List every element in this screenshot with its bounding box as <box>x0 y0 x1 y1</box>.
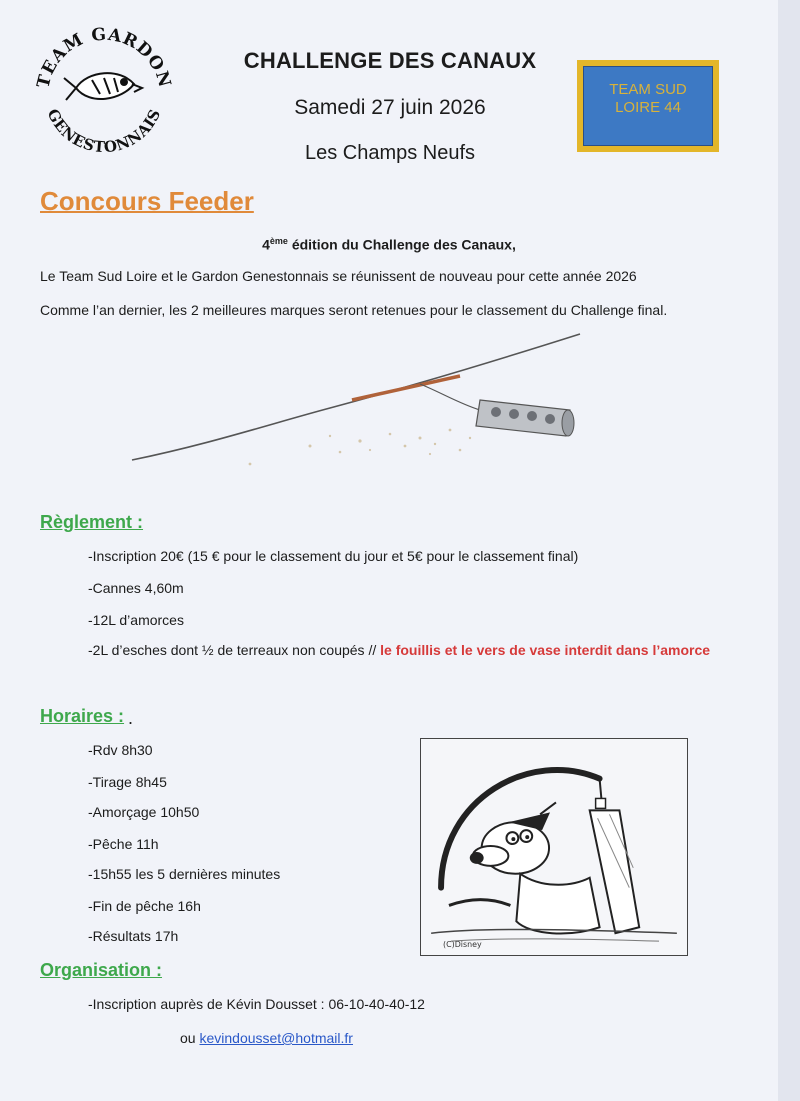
goofy-fishing-cartoon <box>420 738 688 956</box>
edition-number: 4 <box>262 236 270 253</box>
reglement-item-2: -Cannes 4,60m <box>88 580 184 596</box>
svg-text:GENESTONNAIS: GENESTONNAIS <box>43 106 165 157</box>
horaire-item-4: -Pêche 11h <box>88 836 159 852</box>
goofy-character <box>449 802 600 933</box>
organisation-contact: -Inscription auprès de Kévin Dousset : 06-10-40-40-12 <box>88 996 425 1012</box>
svg-text:TEAM GARDON: TEAM GARDON <box>33 24 175 91</box>
stray-dot: . <box>128 708 134 728</box>
email-link[interactable]: kevindousset@hotmail.fr <box>199 1030 353 1046</box>
horaire-item-2: -Tirage 8h45 <box>88 774 167 790</box>
cartoon-credit: (C)Disney <box>443 940 482 950</box>
edition-superscript: ème <box>269 236 288 246</box>
intro-paragraph-1: Le Team Sud Loire et le Gardon Genestonnais se réunissent de nouveau pour cette année 2026 <box>40 268 637 284</box>
edition-line <box>0 236 778 253</box>
reglement-warning: le fouillis et le vers de vase interdit dans l’amorce <box>380 642 711 658</box>
reglement-item-3: -12L d’amorces <box>88 612 184 628</box>
horaire-item-7: -Résultats 17h <box>88 928 179 944</box>
horaire-item-6: -Fin de pêche 16h <box>88 898 201 914</box>
horaires-heading: Horaires : <box>40 706 125 726</box>
email-line <box>180 1030 353 1046</box>
fish-icon <box>64 73 142 100</box>
team-sud-loire-badge <box>577 60 719 152</box>
concours-feeder-heading: Concours Feeder <box>40 186 254 216</box>
event-place: Les Champs Neufs <box>304 142 476 164</box>
badge-line-1: TEAM SUD <box>609 81 687 98</box>
feeder-cage-icon <box>476 400 574 436</box>
reglement-heading: Règlement : <box>40 512 144 532</box>
organisation-heading: Organisation : <box>40 960 163 980</box>
event-title: CHALLENGE DES CANAUX <box>243 48 537 73</box>
scan-edge <box>778 0 800 1101</box>
reglement-item-4 <box>88 642 710 658</box>
badge-line-2: LOIRE 44 <box>615 99 681 116</box>
team-gardon-logo <box>26 18 182 166</box>
intro-paragraph-2: Comme l’an dernier, les 2 meilleures marques seront retenues pour le classement du Challenge final. <box>40 302 668 318</box>
reglement-item-1: -Inscription 20€ (15 € pour le classement du jour et 5€ pour le classement final) <box>88 548 579 564</box>
or-label: ou <box>180 1030 200 1046</box>
edition-text: édition du Challenge des Canaux, <box>287 236 516 253</box>
horaire-item-1: -Rdv 8h30 <box>88 742 153 758</box>
reglement-item-4-text: -2L d’esches dont ½ de terreaux non coupés // <box>88 642 381 658</box>
event-date: Samedi 27 juin 2026 <box>294 96 486 119</box>
horaire-item-5: -15h55 les 5 dernières minutes <box>88 866 281 882</box>
feeder-rig-illustration <box>130 326 610 476</box>
horaire-item-3: -Amorçage 10h50 <box>88 804 200 820</box>
